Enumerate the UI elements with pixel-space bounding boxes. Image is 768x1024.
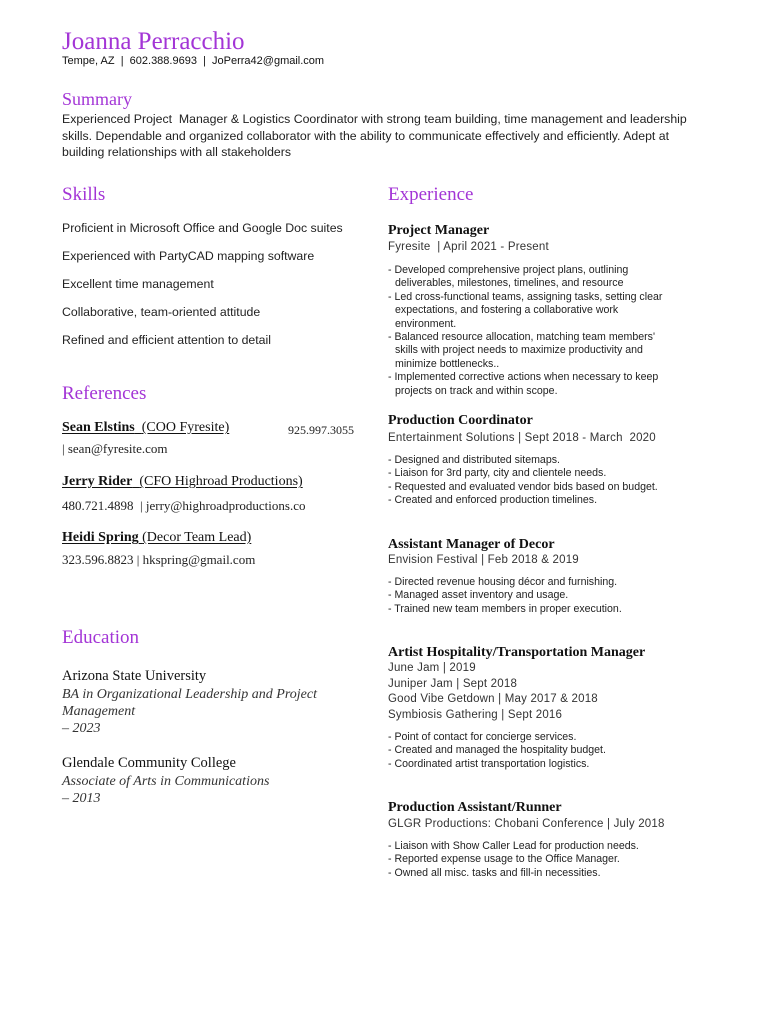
degree-line: Associate of Arts in Communications — [62, 774, 270, 789]
reference-role: (COO Fyresite) — [141, 420, 230, 435]
reference-role: (Decor Team Lead) — [142, 530, 252, 545]
job-bullet: - Point of contact for concierge services. — [388, 731, 577, 743]
summary-line: Experienced Project Manager & Logistics Coordinator with strong team building, time management and leadership — [62, 112, 687, 126]
job-bullets — [388, 576, 622, 616]
references-heading: References — [62, 383, 147, 404]
job-title: Artist Hospitality/Transportation Manager — [388, 645, 646, 660]
reference-name: Heidi Spring — [62, 530, 139, 545]
degree-year: – 2013 — [62, 791, 101, 806]
education-degree — [62, 773, 269, 807]
skills-heading: Skills — [62, 184, 106, 205]
reference-contact: 323.596.8823 | hkspring@gmail.com — [62, 552, 256, 567]
job-bullet: environment. — [395, 317, 457, 330]
job-bullet: - Designed and distributed sitemaps. — [388, 454, 560, 466]
skill-item: Collaborative, team-oriented attitude — [62, 305, 261, 319]
job-bullets — [388, 840, 639, 880]
job-meta-line: Fyresite | April 2021 - Present — [388, 241, 549, 253]
experience-heading: Experience — [388, 184, 474, 205]
skill-item: Experienced with PartyCAD mapping software — [62, 249, 315, 263]
degree-line: BA in Organizational Leadership and Project — [62, 687, 317, 702]
reference-role: (CFO Highroad Productions) — [139, 474, 303, 489]
job-bullet: - Created and enforced production timelines. — [388, 494, 598, 507]
job-meta-line: Symbiosis Gathering | Sept 2016 — [388, 708, 563, 721]
job-title: Project Manager — [388, 223, 490, 238]
reference-2-header — [62, 474, 303, 490]
reference-name: Sean Elstins — [62, 420, 135, 435]
job-bullet: - Liaison with Show Caller Lead for production needs. — [388, 840, 639, 852]
job-bullet: deliverables, milestones, timelines, and resource — [395, 277, 624, 290]
job-bullet: - Implemented corrective actions when necessary to keep — [388, 371, 659, 384]
summary-line: skills. Dependable and organized collaborator with the ability to communicate effectively and efficiently. Adept at — [62, 128, 669, 143]
job-meta — [388, 817, 665, 833]
job-meta-line: Good Vibe Getdown | May 2017 & 2018 — [388, 693, 598, 705]
job-bullet: - Created and managed the hospitality budget. — [388, 744, 606, 757]
skill-item: Refined and efficient attention to detail — [62, 333, 271, 347]
skill-item: Proficient in Microsoft Office and Google Doc suites — [62, 221, 343, 235]
job-bullet: expectations, and fostering a collaborative work — [395, 304, 619, 317]
education-school: Glendale Community College — [62, 755, 236, 771]
job-title: Assistant Manager of Decor — [388, 537, 555, 552]
job-meta — [388, 240, 549, 256]
job-bullet: - Liaison for 3rd party, city and clientele needs. — [388, 467, 607, 480]
summary-heading: Summary — [62, 89, 132, 109]
job-meta-line: Envision Festival | Feb 2018 & 2019 — [388, 554, 579, 566]
job-meta-line: Entertainment Solutions | Sept 2018 - March 2020 — [388, 432, 656, 444]
degree-year: – 2023 — [62, 721, 101, 736]
reference-phone: 925.997.3055 — [288, 423, 354, 437]
summary-text — [62, 111, 702, 161]
reference-3-header — [62, 530, 251, 546]
education-school: Arizona State University — [62, 668, 207, 684]
reference-name: Jerry Rider — [62, 474, 133, 489]
job-bullet: - Led cross-functional teams, assigning tasks, setting clear — [388, 290, 663, 303]
education-heading: Education — [62, 627, 140, 648]
job-bullet: - Managed asset inventory and usage. — [388, 589, 569, 602]
job-title: Production Coordinator — [388, 413, 533, 428]
job-bullet: - Developed comprehensive project plans, outlining — [388, 264, 629, 276]
job-bullet: - Trained new team members in proper execution. — [388, 602, 622, 615]
job-meta — [388, 661, 598, 723]
job-bullet: minimize bottlenecks.. — [395, 357, 500, 370]
summary-line: building relationships with all stakeholders — [62, 145, 291, 159]
reference-1-header — [62, 420, 229, 436]
job-bullet: - Reported expense usage to the Office Manager. — [388, 853, 620, 866]
resume-name: Joanna Perracchio — [62, 28, 245, 55]
degree-line: Management — [62, 704, 136, 719]
reference-contact: 480.721.4898 | jerry@highroadproductions.co — [62, 498, 306, 513]
job-bullet: - Owned all misc. tasks and fill-in necessities. — [388, 866, 601, 879]
reference-email: | sean@fyresite.com — [62, 441, 168, 456]
job-title: Production Assistant/Runner — [388, 800, 562, 815]
job-meta-line: Juniper Jam | Sept 2018 — [388, 677, 518, 690]
education-degree — [62, 686, 317, 737]
job-bullet: - Coordinated artist transportation logistics. — [388, 757, 590, 770]
contact-line: Tempe, AZ | 602.388.9693 | JoPerra42@gmail.com — [62, 55, 325, 67]
job-bullet: projects on track and within scope. — [395, 384, 558, 397]
skill-item: Excellent time management — [62, 277, 214, 291]
job-bullets — [388, 731, 606, 771]
job-meta-line: GLGR Productions: Chobani Conference | July 2018 — [388, 818, 665, 830]
job-bullet: - Balanced resource allocation, matching team members' — [388, 331, 655, 344]
job-bullets — [388, 264, 662, 398]
job-meta — [388, 431, 656, 447]
job-bullet: - Directed revenue housing décor and furnishing. — [388, 576, 618, 588]
job-meta — [388, 553, 579, 569]
job-meta-line: June Jam | 2019 — [388, 662, 476, 674]
job-bullet: - Requested and evaluated vendor bids based on budget. — [388, 480, 658, 493]
job-bullet: skills with project needs to maximize productivity and — [395, 344, 643, 357]
job-bullets — [388, 454, 658, 508]
